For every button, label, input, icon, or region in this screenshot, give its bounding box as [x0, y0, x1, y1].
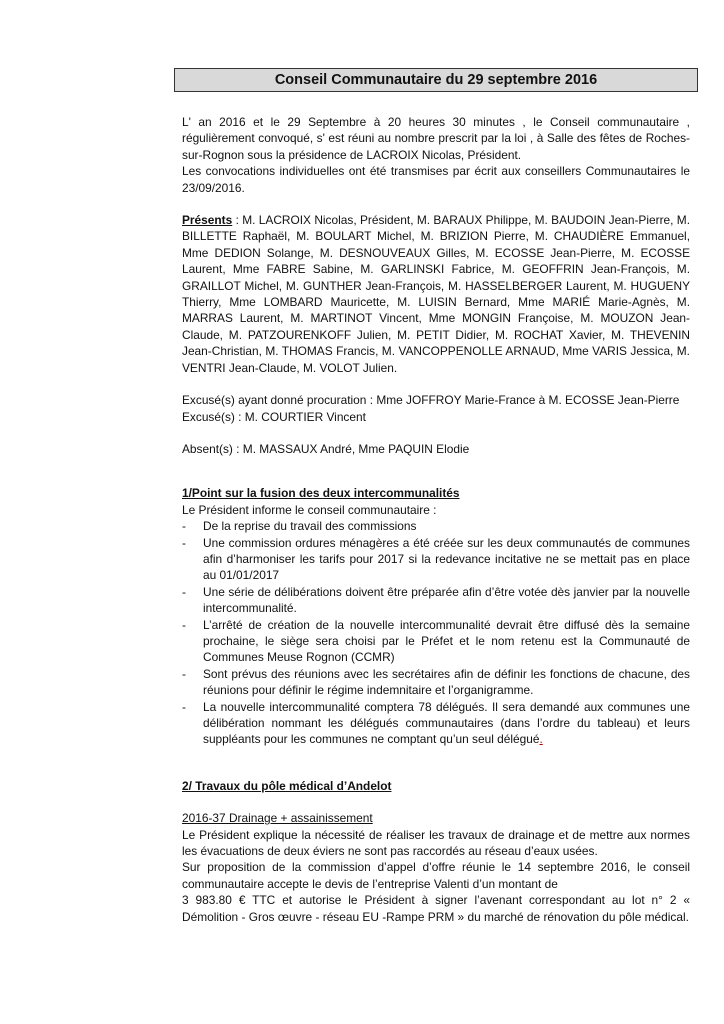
list-item: - L’arrêté de création de la nouvelle intercommunalité devrait être diffusé dès la semaine prochaine, le siège sera choisi par le Préfet et le nom retenu est la Communauté de Communes Meuse Rognon (CCMR)	[182, 617, 690, 666]
section1-title: 1/Point sur la fusion des deux intercommunalités	[182, 486, 460, 501]
list-item-text: La nouvelle intercommunalité comptera 78 délégués. Il sera demandé aux communes une délibération nommant les délégués communautaires (dans l’ordre du tableau) et leurs suppléants pour les communes ne comptant qu’un seul délégué	[203, 699, 690, 747]
section2-subtitle: 2016-37 Drainage + assainissement	[182, 811, 373, 826]
section1-lead: Le Président informe le conseil communautaire :	[182, 502, 437, 517]
document-page	[182, 68, 690, 925]
list-item: - De la reprise du travail des commissions	[182, 518, 690, 534]
absents: Absent(s) : M. MASSAUX André, Mme PAQUIN Elodie	[182, 441, 470, 456]
list-item: - Une commission ordures ménagères a été créée sur les deux communautés de communes afin d’harmoniser les tarifs pour 2017 si la redevance incitative ne se mettait pas en place au 01/01/2017	[182, 535, 690, 584]
section2-paragraph-2: Sur proposition de la commission d’appel d’offre réunie le 14 septembre 2016, le conseil communautaire accepte le devis de l’entreprise Valenti d’un montant de	[182, 860, 690, 891]
list-item-end: .	[539, 732, 543, 747]
section1-list	[182, 518, 690, 748]
excuses-procuration: Excusé(s) ayant donné procuration : Mme JOFFROY Marie-France à M. ECOSSE Jean-Pierre	[182, 393, 680, 408]
section2-title: 2/ Travaux du pôle médical d’Andelot	[182, 778, 392, 793]
section2-paragraph-3: 3 983.80 € TTC et autorise le Président à signer l’avenant correspondant au lot n° 2 « Démolition - Gros œuvre - réseau EU -Rampe PRM » du marché de rénovation du pôle médical.	[182, 893, 690, 924]
presents-label: Présents	[182, 213, 233, 228]
list-item	[182, 699, 690, 748]
convocations-paragraph: Les convocations individuelles ont été transmises par écrit aux conseillers Communautaires le 23/09/2016.	[182, 164, 690, 195]
list-item: - Sont prévus des réunions avec les secrétaires afin de définir les fonctions de chacune, des réunions pour définir le régime indemnitaire et l’organigramme.	[182, 666, 690, 699]
intro-paragraph: L' an 2016 et le 29 Septembre à 20 heures 30 minutes , le Conseil communautaire , régulièrement convoqué, s' est réuni au nombre prescrit par la loi , à Salle des fêtes de Roches-sur-Rognon sous la présidence de LACROIX Nicolas, Président.	[182, 115, 690, 162]
excuses: Excusé(s) : M. COURTIER Vincent	[182, 409, 366, 424]
document-title: Conseil Communautaire du 29 septembre 2016	[174, 68, 698, 92]
presents-paragraph	[182, 212, 690, 376]
section2-paragraph-1: Le Président explique la nécessité de réaliser les travaux de drainage et de mettre aux normes les évacuations de deux éviers ne sont pas raccordés au réseau d’eaux usées.	[182, 827, 690, 859]
presents-list: : M. LACROIX Nicolas, Président, M. BARAUX Philippe, M. BAUDOIN Jean-Pierre, M. BILLETTE Raphaël, M. BOULART Michel, M. BRIZION Pierre, M. CHAUDIÈRE Emmanuel, Mme DEDION Solange, M. DESNOUVEAUX Gilles, M. ECOSSE Jean-Pierre, M. ECOSSE Laurent, Mme FABRE Sabine, M. GARLINSKI Fabrice, M. GEOFFRIN Jean-François, M. GRAILLOT Michel, M. GUNTHER Jean-François, M. HASSELBERGER Laurent, M. HUGUENY Thierry, Mme LOMBARD Mauricette, M. LUISIN Bernard, Mme MARIÉ Marie-Agnès, M. MARRAS Laurent, M. MARTINOT Vincent, Mme MONGIN Françoise, M. MOUZON Jean-Claude, M. PATZOURENKOFF Julien, M. PETIT Didier, M. ROCHAT Xavier, M. THEVENIN Jean-Christian, M. THOMAS Francis, M. VANCOPPENOLLE ARNAUD, Mme VARIS Jessica, M. VENTRI Jean-Claude, M. VOLOT Julien.	[182, 213, 690, 375]
list-item: - Une série de délibérations doivent être préparée afin d’être votée dès janvier par la nouvelle intercommunalité.	[182, 584, 690, 617]
